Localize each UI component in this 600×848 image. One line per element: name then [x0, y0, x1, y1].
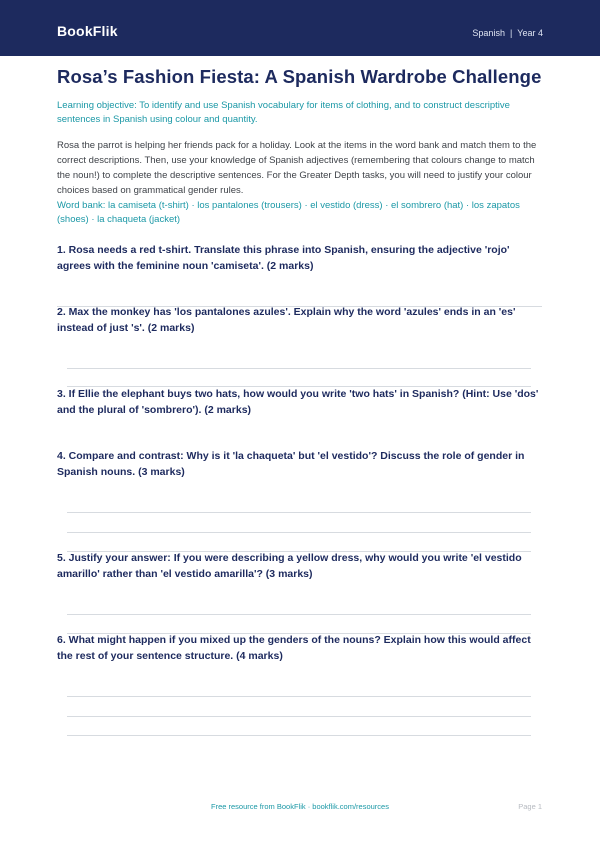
meta-separator: | — [509, 28, 513, 38]
page-title: Rosa’s Fashion Fiesta: A Spanish Wardrobe Challenge — [57, 66, 542, 87]
answer-line — [67, 614, 531, 615]
answer-line — [67, 696, 531, 697]
answer-line — [67, 716, 531, 717]
answer-line — [67, 735, 531, 736]
answer-line — [67, 512, 531, 513]
intro-paragraph: Rosa the parrot is helping her friends pack for a holiday. Look at the items in the word bank and match them to the correct descriptions. Then, use your knowledge of Spanish adjectives (remembering that colours change to match the noun!) to complete the descriptive sentences. For the Greater Depth tasks, you will need to justify your colour choices based on grammatical gender rules. — [57, 140, 537, 196]
question-4: 4. Compare and contrast: Why is it 'la chaqueta' but 'el vestido'? Discuss the role of gender in Spanish nouns. (3 marks) — [57, 450, 525, 478]
footer-credit[interactable] — [0, 802, 600, 811]
brand-logo: BookFlik — [57, 23, 118, 39]
learning-objective: Learning objective: To identify and use Spanish vocabulary for items of clothing, and to construct descriptive sentences in Spanish using colour and quantity. — [57, 100, 510, 125]
subject-label: Spanish — [472, 28, 505, 38]
answer-line — [67, 368, 531, 369]
year-label: Year 4 — [517, 28, 543, 38]
question-2: 2. Max the monkey has 'los pantalones azules'. Explain why the word 'azules' ends in an 'es' instead of just 's'. (2 marks) — [57, 306, 516, 334]
page-number: Page 1 — [518, 802, 542, 811]
subject-year-label — [472, 28, 543, 38]
question-1: 1. Rosa needs a red t-shirt. Translate this phrase into Spanish, ensuring the adjective 'rojo' agrees with the feminine noun 'camiseta'. (2 marks) — [57, 244, 510, 272]
word-bank: Word bank: la camiseta (t-shirt) · los pantalones (trousers) · el vestido (dress) · el sombrero (hat) · los zapatos (shoes) · la chaqueta (jacket) — [57, 200, 520, 225]
question-3: 3. If Ellie the elephant buys two hats, how would you write 'two hats' in Spanish? (Hint: Use 'dos' and the plural of 'sombrero'). (2 marks) — [57, 388, 539, 416]
header-bar — [0, 0, 600, 56]
question-6: 6. What might happen if you mixed up the genders of the nouns? Explain how this would affect the rest of your sentence structure. (4 marks) — [57, 634, 531, 662]
question-5: 5. Justify your answer: If you were describing a yellow dress, why would you write 'el vestido amarillo' rather than 'el vestido amarilla'? (3 marks) — [57, 552, 522, 580]
footer-link[interactable]: Free resource from BookFlik · bookflik.com/resources — [211, 802, 389, 811]
answer-line — [67, 532, 531, 533]
